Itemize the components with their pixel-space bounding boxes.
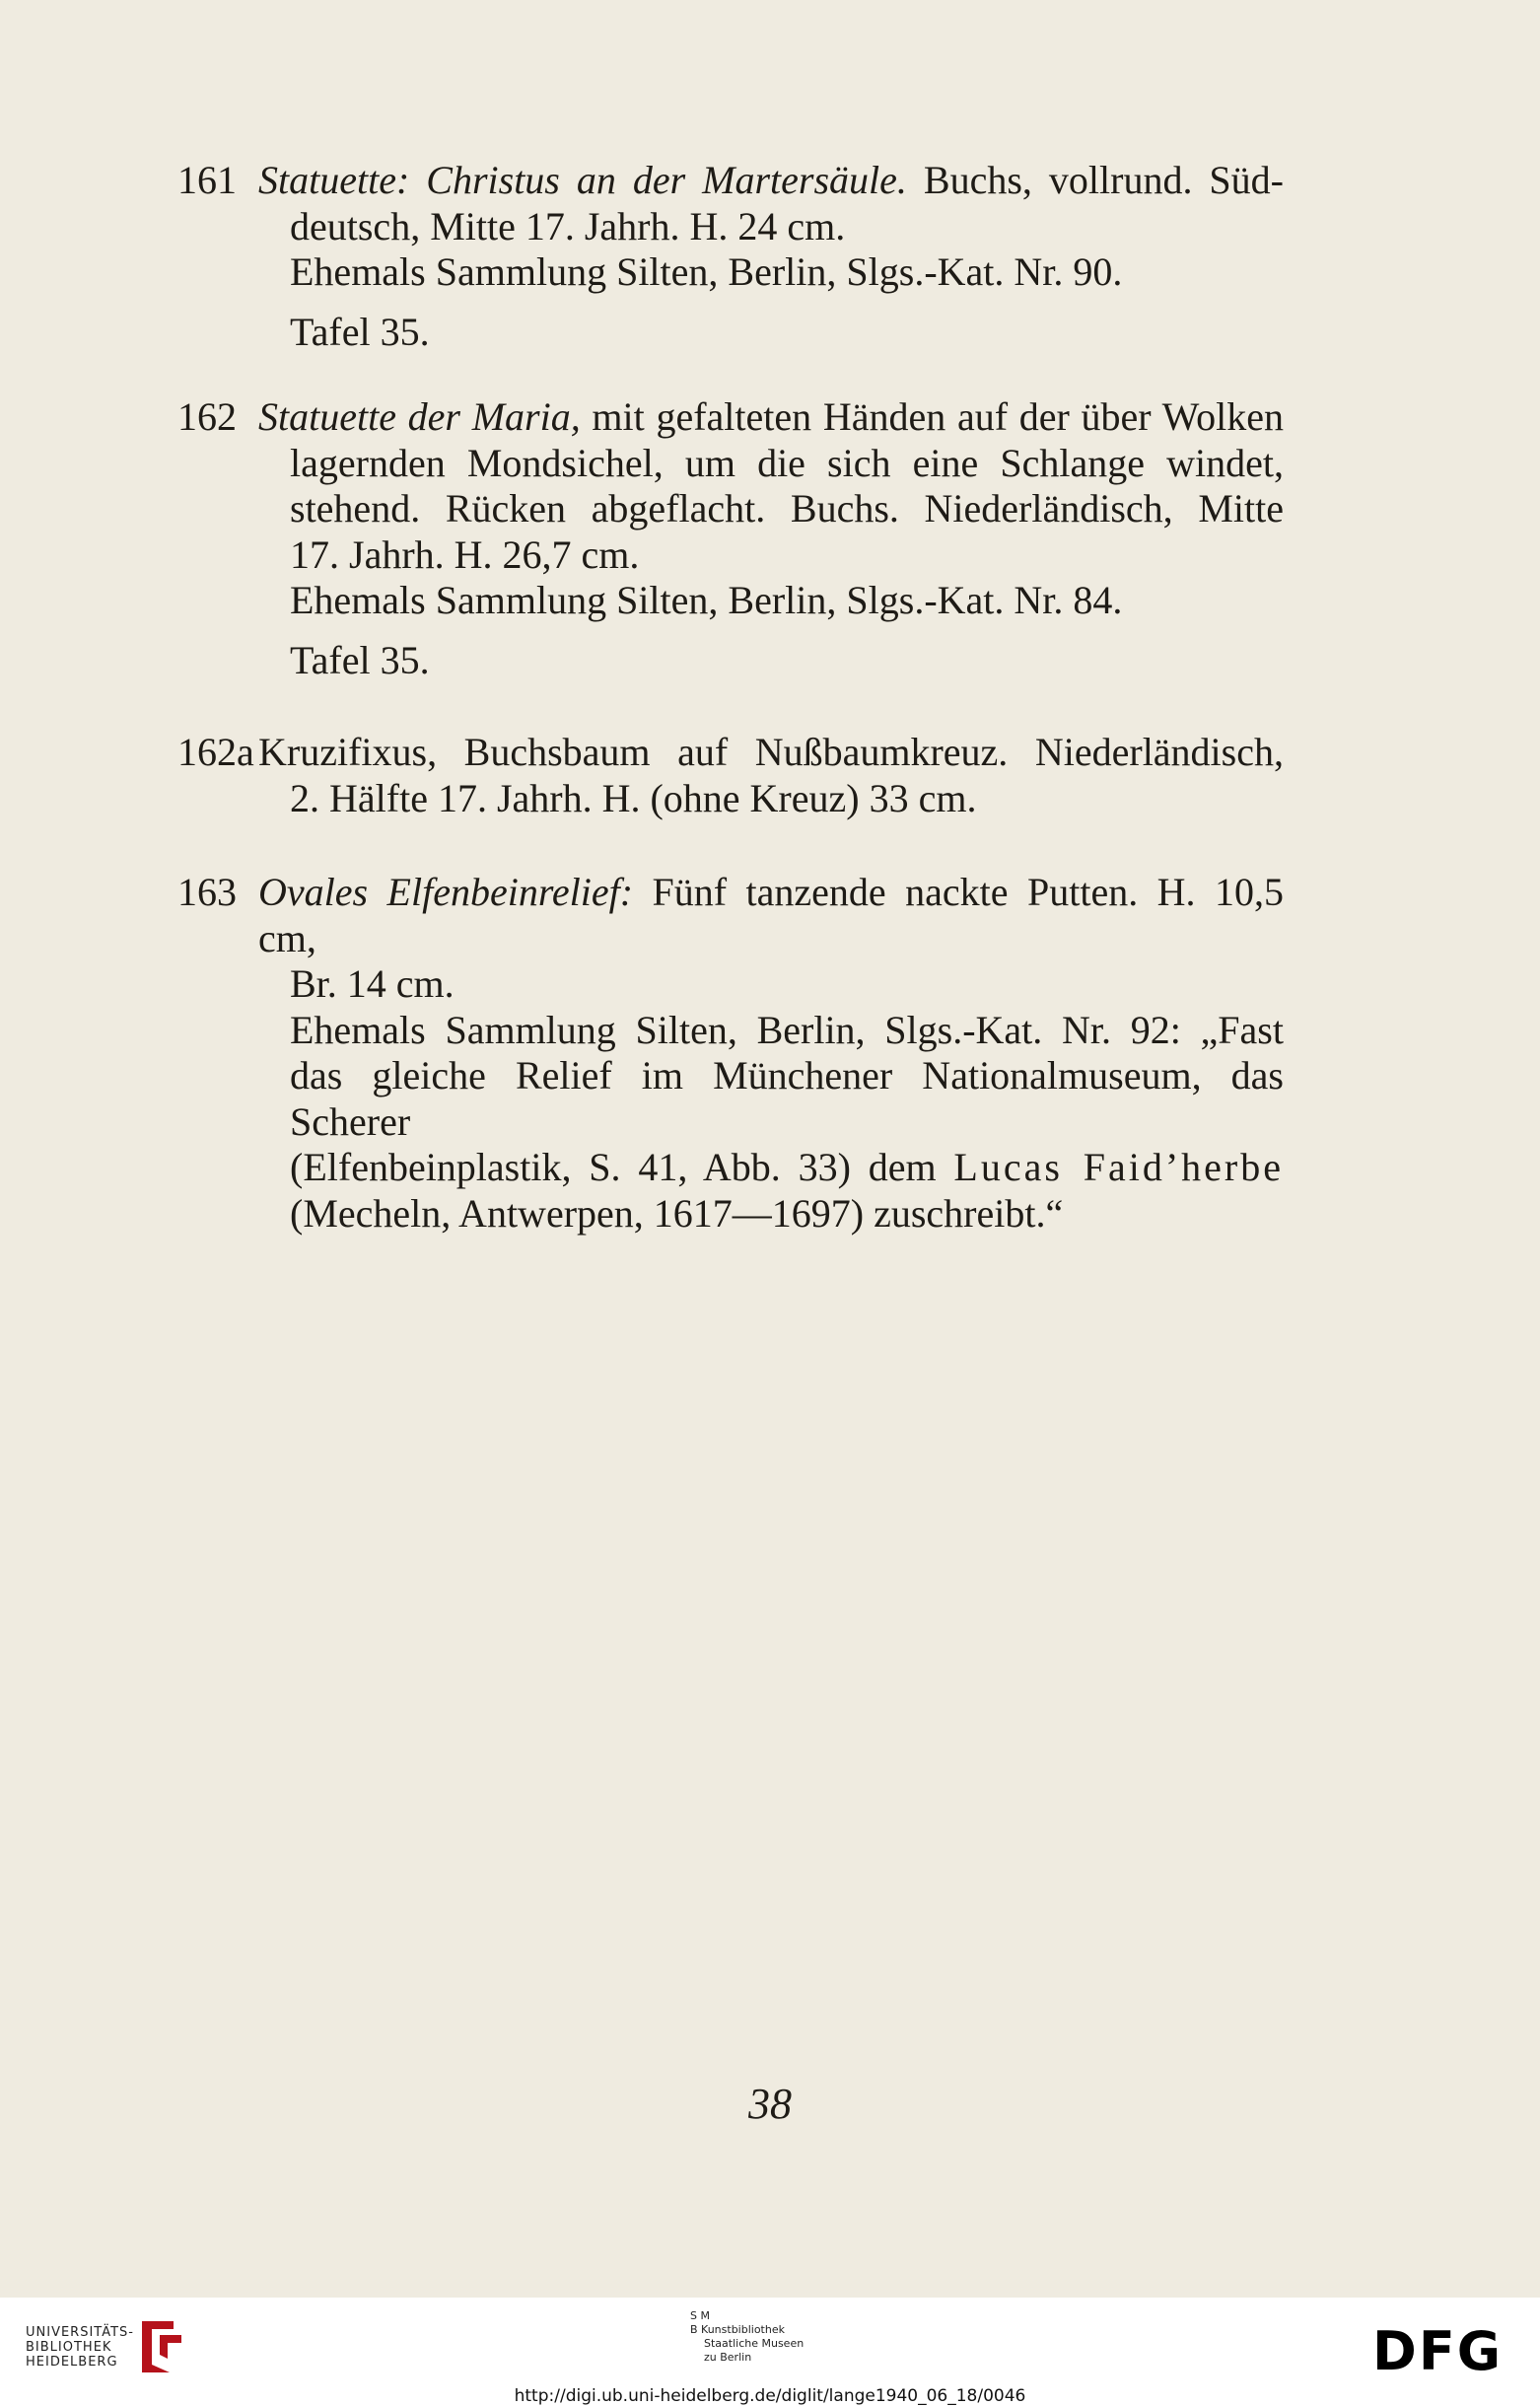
entry-number: 161 <box>177 158 237 202</box>
entry-line: Ehemals Sammlung Silten, Berlin, Slgs.-Kat. Nr. 90. <box>290 249 1123 294</box>
entry-line: 17. Jahrh. H. 26,7 cm. <box>290 531 640 577</box>
entry-number: 162a <box>177 730 254 774</box>
catalog-entry-162 <box>177 394 1284 683</box>
entry-title: Ovales Elfenbeinrelief: <box>258 870 634 914</box>
plate-reference: Tafel 35. <box>290 309 430 354</box>
credit-line: S M <box>690 2309 710 2322</box>
plate-reference: Tafel 35. <box>290 637 430 682</box>
entry-line: Ehemals Sammlung Silten, Berlin, Slgs.-Kat. Nr. 84. <box>290 578 1123 622</box>
entry-line: Br. 14 cm. <box>290 961 455 1006</box>
entry-number: 163 <box>177 870 237 914</box>
entry-text: Fünf tanzende nackte Putten. H. 10,5 cm, <box>258 870 1285 960</box>
entry-line: deutsch, Mitte 17. Jahrh. H. 24 cm. <box>290 203 846 248</box>
logo-text-line: BIBLIOTHEK <box>26 2340 112 2355</box>
entry-title: Statuette: Christus an der Martersäule. <box>258 158 907 202</box>
artist-name: Lucas Faid’herbe <box>953 1145 1284 1189</box>
catalog-entry-163 <box>177 870 1284 1237</box>
entry-line: Ehemals Sammlung Silten, Berlin, Slgs.-Kat. Nr. 92: „Fast <box>290 1007 1284 1052</box>
credit-line: zu Berlin <box>704 2351 752 2364</box>
footer-bar <box>0 2298 1540 2406</box>
credit-line: B Kunstbibliothek <box>690 2323 785 2336</box>
entry-first-line <box>177 394 1284 441</box>
ub-heidelberg-logo <box>26 2325 134 2370</box>
entry-line: das gleiche Relief im Münchener Nationalmuseum, das Scherer <box>290 1053 1284 1144</box>
entry-line: lagernden Mondsichel, um die sich eine Schlange windet, <box>290 440 1284 485</box>
entry-text: Buchs, vollrund. Süd- <box>906 158 1284 202</box>
entry-title: Statuette der Maria, <box>258 394 581 439</box>
page-url-link[interactable]: http://digi.ub.uni-heidelberg.de/diglit/lange1940_06_18/0046 <box>514 2386 1026 2406</box>
ub-logo-mark-icon <box>134 2315 189 2376</box>
entry-text: Kruzifixus, Buchsbaum auf Nußbaumkreuz. Niederländisch, <box>258 730 1284 774</box>
logo-text-line: HEIDELBERG <box>26 2355 118 2370</box>
entry-line: stehend. Rücken abgeflacht. Buchs. Niederländisch, Mitte <box>290 486 1284 531</box>
entry-first-line <box>177 158 1284 204</box>
page-number: 38 <box>748 2080 792 2128</box>
entry-text: mit gefalteten Händen auf der über Wolken <box>580 394 1285 439</box>
entry-line <box>177 1145 1284 1191</box>
entry-text: (Elfenbeinplastik, S. 41, Abb. 33) dem <box>290 1145 937 1189</box>
entry-first-line <box>177 730 1284 776</box>
museum-credit <box>690 2309 804 2365</box>
entry-first-line <box>177 870 1284 961</box>
logo-text-line: UNIVERSITÄTS- <box>26 2325 134 2340</box>
credit-line: Staatliche Museen <box>704 2337 805 2350</box>
entry-number: 162 <box>177 394 237 439</box>
dfg-logo: DFG <box>1372 2320 1504 2382</box>
entry-line: 2. Hälfte 17. Jahrh. H. (ohne Kreuz) 33 cm. <box>290 775 977 820</box>
catalog-entry-162a <box>177 730 1284 821</box>
entry-line: (Mecheln, Antwerpen, 1617—1697) zuschreibt.“ <box>290 1190 1064 1236</box>
catalog-entry-161 <box>177 158 1284 355</box>
